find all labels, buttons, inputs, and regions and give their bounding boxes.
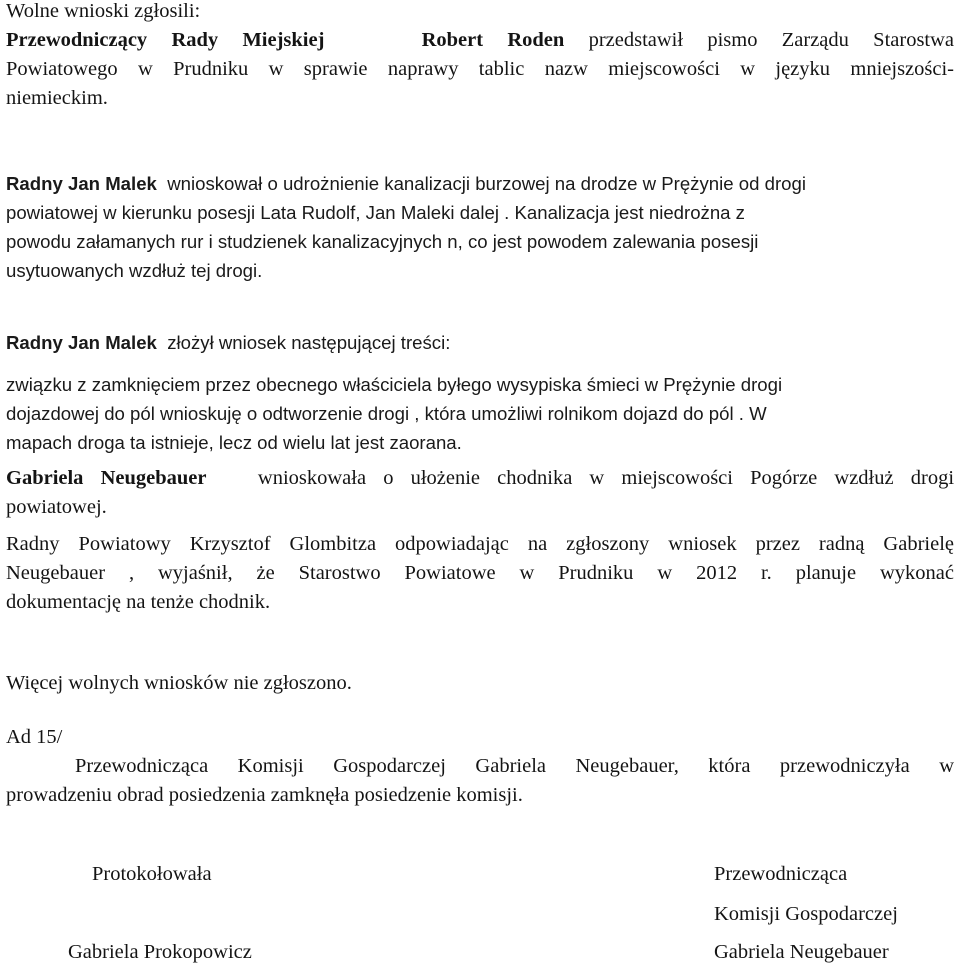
- signature-right-name: Gabriela Neugebauer: [714, 941, 889, 963]
- signature-right-role: Przewodnicząca: [714, 863, 848, 885]
- malek-request-line-3: powodu załamanych rur i studzienek kanalizacyjnych n, co jest powodem zalewania posesji: [6, 231, 759, 252]
- no-more-motions-text: Więcej wolnych wniosków nie zgłoszono.: [6, 672, 352, 694]
- road-request-paragraph: [6, 370, 950, 457]
- neugebauer-request-line-1: [6, 464, 954, 493]
- glombitza-reply-line-1: Radny Powiatowy Krzysztof Glombitza odpowiadając na zgłoszony wniosek przez radną Gabrielę: [6, 533, 954, 555]
- ad15-line-2: prowadzeniu obrad posiedzenia zamknęła posiedzenie komisji.: [6, 784, 523, 806]
- neugebauer-request-line-2: powiatowej.: [6, 496, 107, 518]
- malek-request-line-1-text: wnioskował o udrożnienie kanalizacji burzowej na drodze w Prężynie od drogi: [167, 173, 806, 194]
- malek-motion-paragraph: [6, 328, 950, 357]
- road-request-line-1: związku z zamknięciem przez obecnego właściciela byłego wysypiska śmieci w Prężynie drogi: [6, 374, 783, 395]
- signature-right-committee: Komisji Gospodarczej: [714, 903, 898, 925]
- malek-request-line-1: [6, 169, 950, 198]
- chair-name: Robert Roden: [421, 29, 565, 51]
- road-request-line-3: mapach droga ta istnieje, lecz od wielu lat jest zaorana.: [6, 432, 462, 453]
- no-more-motions: [6, 669, 954, 698]
- chair-title: Przewodniczący Rady Miejskiej: [6, 29, 325, 51]
- glombitza-reply-line-2: Neugebauer , wyjaśnił, że Starostwo Powiatowe w Prudniku w 2012 r. planuje wykonać: [6, 562, 954, 584]
- intro-line-1-text: przedstawił pismo Zarządu Starostwa: [588, 29, 955, 51]
- free-motions-heading: Wolne wnioski zgłosili:: [6, 0, 201, 22]
- ad15-paragraph: [6, 723, 954, 810]
- signature-left-role: Protokołowała: [92, 863, 212, 885]
- glombitza-reply-line-3: dokumentację na tenże chodnik.: [6, 591, 271, 613]
- signature-left-name: Gabriela Prokopowicz: [68, 941, 252, 963]
- malek-motion-line: [6, 328, 950, 357]
- malek-request-paragraph: [6, 169, 950, 285]
- ad15-line-1: Przewodnicząca Komisji Gospodarczej Gabriela Neugebauer, która przewodniczyła w: [75, 755, 954, 777]
- intro-line-1: [6, 26, 954, 55]
- malek-request-line-4: usytuowanych wzdłuż tej drogi.: [6, 260, 263, 281]
- malek-request-line-2: powiatowej w kierunku posesji Lata Rudolf, Jan Maleki dalej . Kanalizacja jest niedrożna z: [6, 202, 745, 223]
- road-request-line-2: dojazdowej do pól wnioskuję o odtworzenie drogi , która umożliwi rolnikom dojazd do pól . W: [6, 403, 767, 424]
- malek-name: Radny Jan Malek: [6, 173, 157, 194]
- malek-motion-text: złożył wniosek następującej treści:: [167, 332, 451, 353]
- neugebauer-request-paragraph: [6, 464, 954, 522]
- ad15-label: Ad 15/: [6, 726, 63, 748]
- intro-line-2: Powiatowego w Prudniku w sprawie naprawy tablic nazw miejscowości w języku mniejszości-: [6, 58, 954, 80]
- malek-motion-name: Radny Jan Malek: [6, 332, 157, 353]
- glombitza-reply-paragraph: [6, 530, 954, 617]
- neugebauer-request-line-1-text: wnioskowała o ułożenie chodnika w miejscowości Pogórze wzdłuż drogi: [257, 467, 955, 489]
- intro-paragraph: [6, 0, 954, 113]
- intro-line-3: niemieckim.: [6, 87, 108, 109]
- neugebauer-name: Gabriela Neugebauer: [6, 467, 207, 489]
